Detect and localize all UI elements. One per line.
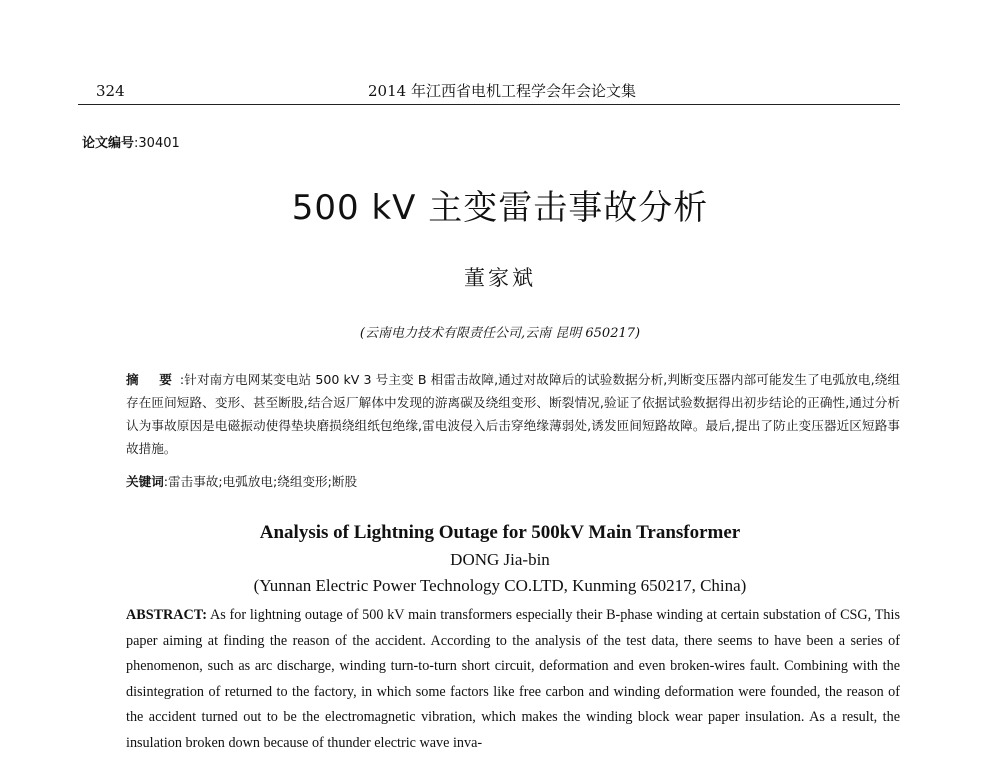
keywords-cn-text: :雷击事故;电弧放电;绕组变形;断股	[163, 474, 358, 489]
abstract-en-text: As for lightning outage of 500 kV main transformers especially their B-phase winding at certain substation of CSG, This paper aiming at finding the reason of the accident. According to the analysis of the test data, there seems to have been a series of phenomenon, such as arc discharge, winding turn-to-turn short circuit, deformation and even broken-wires fault. Combining with the disintegration of returned to the factory, in which some factors like free carbon and winding deformation were founded, the reason of the accident turned out to be the electromagnetic vibration, which makes the winding block wear paper insulation. As a result, the insulation broken down because of thunder electric wave inva-	[126, 607, 900, 751]
paper-title-cn: 500 kV 主变雷击事故分析	[291, 188, 709, 228]
abstract-en	[126, 603, 900, 757]
abstract-en-label: ABSTRACT:	[126, 607, 207, 623]
page-header	[78, 78, 900, 105]
abstract-cn-text: :针对南方电网某变电站 500 kV 3 号主变 B 相雷击故障,通过对故障后的试验数据分析,判断变压器内部可能发生了电弧放电,绕组存在匝间短路、变形、甚至断股,结合返厂解体中发现的游离碳及绕组变形、断裂情况,验证了依据试验数据得出初步结论的正确性,通过分析认为事故原因是电磁振动使得垫块磨损绕组纸包绝缘,雷电波侵入后击穿绝缘薄弱处,诱发匝间短路故障。最后,提出了防止变压器近区短路事故措施。	[126, 372, 900, 456]
author-en: DONG Jia-bin	[450, 550, 550, 569]
paper-number-value: :30401	[134, 136, 180, 151]
paper-number	[82, 132, 180, 151]
author-cn: 董家斌	[464, 266, 536, 290]
paper-number-label: 论文编号	[82, 136, 135, 151]
page-number: 324	[96, 82, 125, 100]
abstract-cn-label: 摘 要	[126, 372, 180, 387]
affiliation-en: (Yunnan Electric Power Technology CO.LTD, Kunming 650217, China)	[253, 576, 747, 595]
abstract-cn	[126, 368, 900, 460]
keywords-cn	[126, 472, 900, 492]
journal-title: 2014 年江西省电机工程学会年会论文集	[368, 82, 636, 100]
affiliation-cn: (云南电力技术有限责任公司,云南 昆明 650217)	[359, 326, 641, 341]
keywords-cn-label: 关键词	[126, 474, 164, 489]
paper-title-en: Analysis of Lightning Outage for 500kV Main Transformer	[259, 522, 741, 543]
